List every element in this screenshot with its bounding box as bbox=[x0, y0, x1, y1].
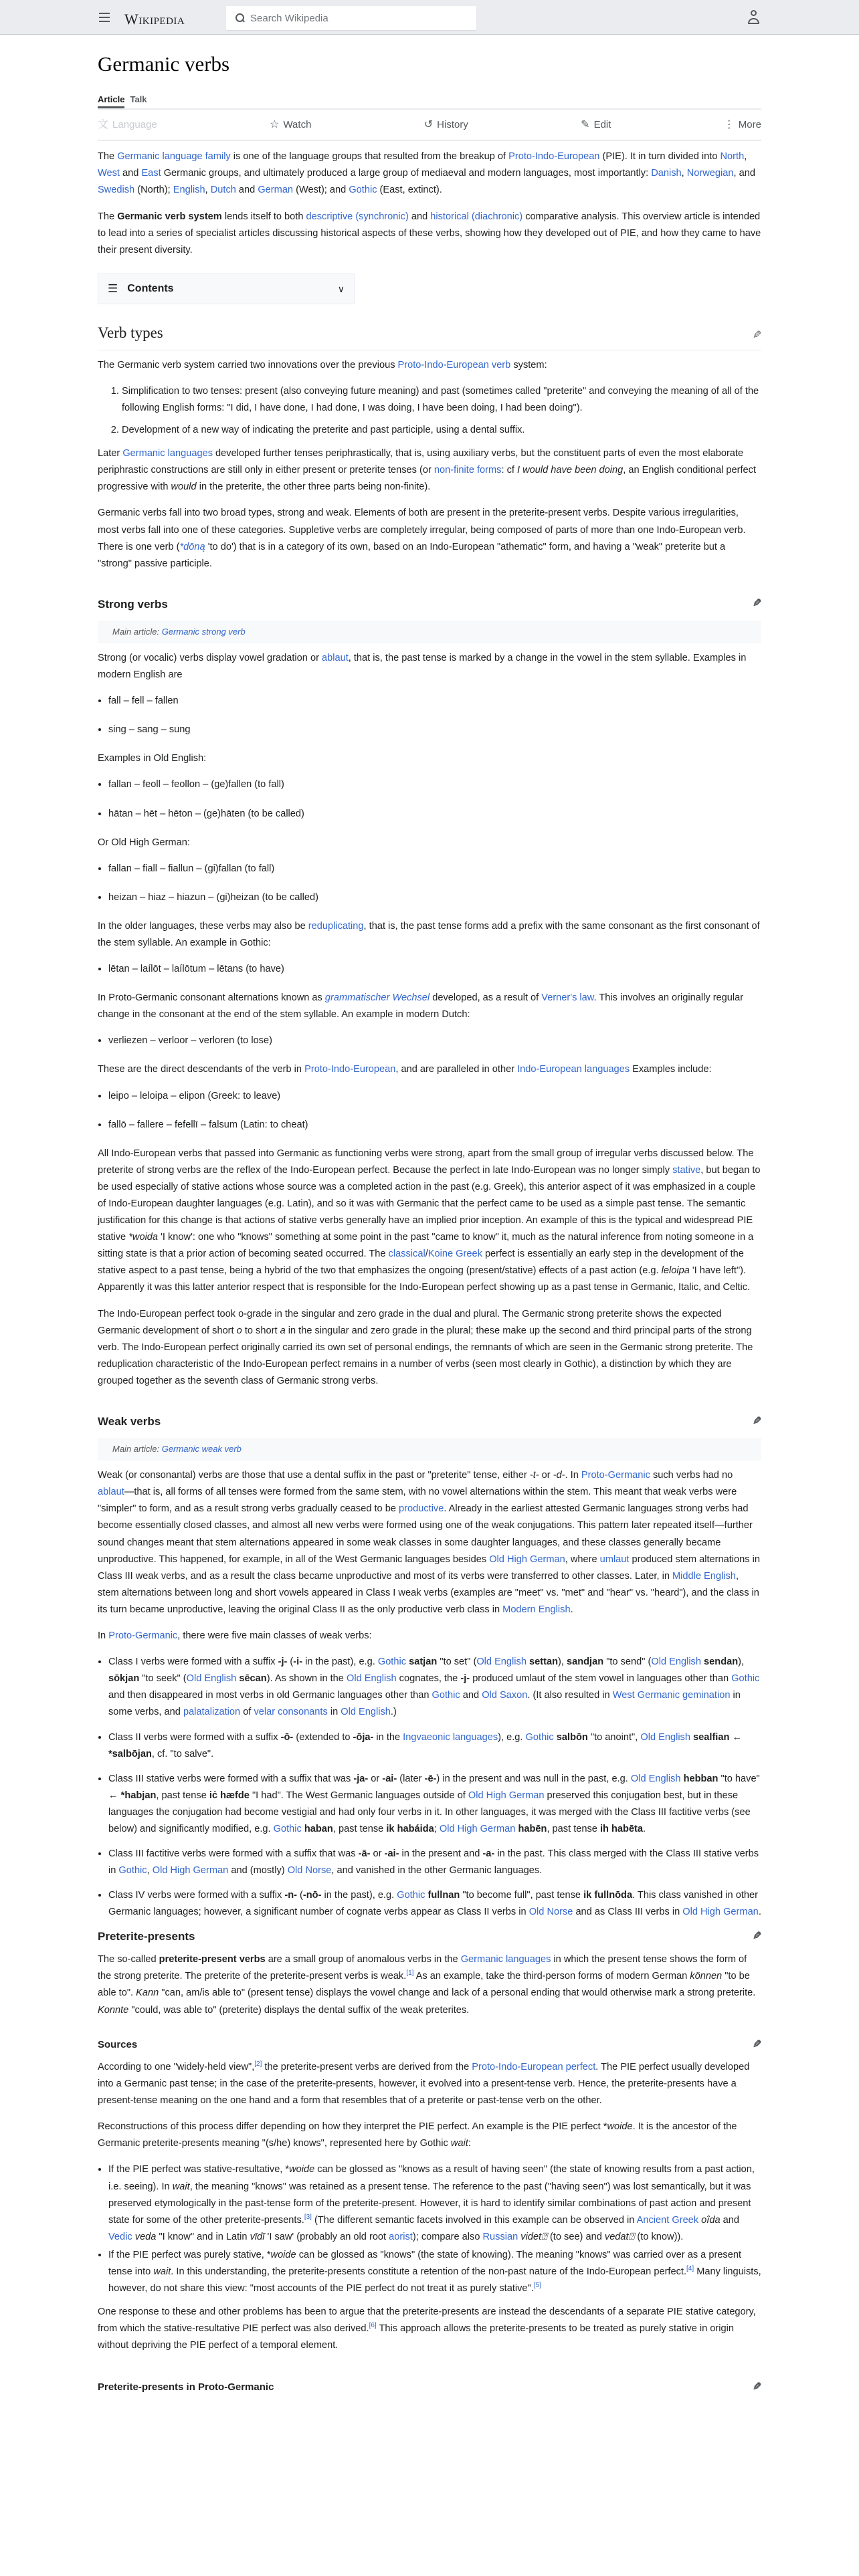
italic-term: woide bbox=[270, 2249, 296, 2260]
citation-link[interactable]: [6] bbox=[369, 2322, 377, 2330]
language-label: Language bbox=[112, 118, 157, 130]
section-heading-verb-types bbox=[98, 323, 761, 350]
italic-term: Kann bbox=[136, 1988, 159, 1999]
edit-section-icon[interactable]: ✎ bbox=[752, 2381, 761, 2393]
paragraph: The Germanic verb system carried two innovations over the previous Proto-Indo-European verb system: bbox=[98, 359, 547, 370]
bold-term: -n- bbox=[284, 1890, 297, 1901]
bold-term: settan bbox=[529, 1656, 558, 1668]
italic-term: videt⍰ bbox=[520, 2231, 547, 2242]
bold-term: fullnan bbox=[427, 1890, 460, 1901]
heading-text: Verb types bbox=[98, 324, 163, 341]
italic-term: oîda bbox=[701, 2214, 721, 2226]
list-item: • Class IV verbs were formed with a suffix -n- (-nō- in the past), e.g. Gothic fullnan "to become full", past tense ik fullnōda. This class vanished in other Germanic languages; however, a significant number of cognate verbs appear as Class II verbs in Old Norse and as Class III verbs in Old High German. bbox=[108, 1887, 761, 1921]
heading-text: Preterite-presents in Proto-Germanic bbox=[98, 2381, 274, 2393]
wiki-link[interactable]: Old High German bbox=[468, 1790, 545, 1801]
wiki-link[interactable]: Vedic bbox=[108, 2231, 132, 2242]
paragraph: According to one "widely-held view",[2] the preterite-present verbs are derived from the Proto-Indo-European perfect. The PIE perfect usually developed into a Germanic past tense; in the case of the preterite-presents, however, it evolved into a present-tense verb. Hence, the preterite-presents have a present-tense meaning on the one hand and a form that resembles that of a preterite or past-tense verb on the other. bbox=[98, 2060, 750, 2107]
bold-term: hebban bbox=[683, 1773, 719, 1784]
italic-term: -t- bbox=[529, 1470, 539, 1481]
wiki-link[interactable]: North bbox=[720, 151, 745, 163]
bold-term: -nō- bbox=[302, 1890, 322, 1901]
wiki-link[interactable]: Germanic languages bbox=[460, 1954, 551, 1965]
edit-section-icon[interactable]: ✎ bbox=[752, 1415, 761, 1427]
wiki-link[interactable]: *dōną bbox=[179, 541, 205, 552]
search-input[interactable] bbox=[250, 13, 464, 24]
wiki-link[interactable]: Russian bbox=[482, 2231, 518, 2242]
italic-term: woide bbox=[289, 2164, 315, 2175]
list-item: • heizan – hiaz – hiazun – (gi)heizan (to be called) bbox=[108, 889, 761, 906]
wiki-link[interactable]: stative bbox=[672, 1164, 701, 1176]
wiki-link[interactable]: Proto-Indo-European perfect bbox=[472, 2062, 596, 2072]
wiki-link[interactable]: non-finite forms bbox=[434, 465, 502, 476]
namespace-tabs bbox=[98, 87, 761, 110]
wiki-link[interactable]: Gothic bbox=[432, 1690, 460, 1701]
bold-term: habēn bbox=[518, 1823, 547, 1834]
wiki-link[interactable]: Norwegian bbox=[686, 168, 734, 179]
bold-term: -ai- bbox=[382, 1773, 397, 1784]
paragraph: Examples in Old English: bbox=[98, 753, 207, 764]
wiki-link[interactable]: Indo-European languages bbox=[517, 1064, 630, 1075]
heading-text: Weak verbs bbox=[98, 1415, 161, 1428]
history-button[interactable] bbox=[424, 116, 468, 134]
interpretation-list bbox=[108, 2161, 761, 2297]
hatnote-prefix: Main article: bbox=[112, 626, 162, 637]
list-item: • fallō – fallere – fefellī – falsum (Latin: to cheat) bbox=[108, 1117, 761, 1134]
wiki-link[interactable]: Old Norse bbox=[287, 1865, 332, 1876]
paragraph: Germanic verbs fall into two broad types, strong and weak. Elements of both are present in the preterite-present verbs. Despite various irregularities, most verbs fall into one of these categories. Suppletive verbs are completely irregular, being composed of parts of more than one Indo-European verb. There is one verb (*dōną 'to do') that is in a category of its own, based on an Indo-European "athematic" form, and having a "weak" preterite but a "strong" passive participle. bbox=[98, 508, 746, 569]
bold-term: sōkjan bbox=[108, 1673, 140, 1685]
main-article-hatnote bbox=[98, 1438, 761, 1461]
language-button[interactable] bbox=[98, 116, 157, 134]
paragraph: The Indo-European perfect took o-grade in the singular and zero grade in the dual and plural. The Germanic strong preterite shows the expected Germanic development of short o to short a in the singular and zero grade in the plural; these make up the second and third principal parts of the strong verb. The Indo-European perfect originally carried its own set of personal endings, the remnants of which are seen in the Germanic strong preterite. The reduplication characteristic of the Indo-European perfect remains in a number of verbs (seen most clearly in Gothic), a distinction by which they are grouped together as the seventh class of Germanic strong verbs. bbox=[98, 1308, 753, 1386]
wiki-link[interactable]: Old English bbox=[476, 1656, 527, 1668]
wiki-link[interactable]: palatalization bbox=[183, 1707, 241, 1718]
main-article-hatnote bbox=[98, 621, 761, 643]
bold-term: -a- bbox=[482, 1848, 495, 1860]
search-box[interactable] bbox=[226, 6, 476, 30]
list-item: • hātan – hēt – hēton – (ge)hāten (to be called) bbox=[108, 806, 761, 823]
bold-term: -ē- bbox=[424, 1773, 437, 1784]
wiki-link[interactable]: Gothic bbox=[377, 1656, 407, 1668]
list-item: • fallan – fiall – fiallun – (gi)fallan (to fall) bbox=[108, 861, 761, 877]
bold-term: *habjan bbox=[120, 1790, 157, 1801]
wiki-link[interactable]: Old English bbox=[651, 1656, 701, 1668]
paragraph: The so-called preterite-present verbs are a small group of anomalous verbs in the Germanic languages in which the present tense shows the form of the strong preterite. The preterite of the preterite-present verbs is weak.[1] As an example, take the third-person forms of modern German können "to be able to". Kann "can, am/is able to" (present tense) displays the vowel change and lack of a personal ending that would otherwise mark a strong preterite. Konnte "could, was able to" (preterite) displays the dental suffix of the weak preterites. bbox=[98, 1954, 756, 2016]
wiki-link[interactable]: historical (diachronic) bbox=[430, 211, 523, 222]
list-item: • sing – sang – sung bbox=[108, 722, 761, 738]
italic-term: wait bbox=[172, 2181, 190, 2192]
wiki-link[interactable]: Gothic bbox=[273, 1823, 302, 1834]
italic-term: wait bbox=[153, 2266, 171, 2278]
wiki-link[interactable]: Verner's law bbox=[541, 992, 594, 1004]
wiki-link[interactable]: Old Saxon bbox=[482, 1690, 528, 1701]
list-item: • Class III factitive verbs were formed with a suffix that was -ā- or -ai- in the present and -a- in the past. This class merged with the Class III stative verbs in Gothic, Old High German and (mostly) Old Norse, and vanished in the other Germanic languages. bbox=[108, 1846, 761, 1879]
wiki-link[interactable]: Proto-Indo-European verb bbox=[397, 359, 511, 370]
section-heading-strong-verbs bbox=[98, 597, 761, 613]
section-heading-sources bbox=[98, 2038, 761, 2052]
page-title: Germanic verbs bbox=[98, 52, 230, 76]
list-item: • verliezen – verloor – verloren (to lose) bbox=[108, 1033, 761, 1049]
italic-term: I would have been doing bbox=[517, 465, 624, 476]
wiki-link[interactable]: Germanic languages bbox=[122, 448, 213, 459]
list-item: 1. Simplification to two tenses: present (also conveying future meaning) and past (sometimes called "preterite" and conveying the meaning of all of the following English forms: "I did, I have done, I had done, I was doing, I have been doing, I had been doing"). bbox=[122, 383, 761, 417]
section-heading-preterite-presents-proto-germanic bbox=[98, 2380, 761, 2395]
wiki-link[interactable]: productive bbox=[399, 1503, 444, 1515]
wikipedia-wordmark[interactable]: Wikipedia bbox=[124, 11, 185, 27]
bold-term: -ai- bbox=[384, 1848, 399, 1860]
hatnote-link[interactable]: Germanic strong verb bbox=[161, 626, 246, 637]
citation-link[interactable]: [3] bbox=[304, 2213, 312, 2221]
wiki-link[interactable]: Gothic bbox=[397, 1890, 425, 1901]
wiki-link[interactable]: Old English bbox=[186, 1673, 237, 1685]
watch-label: Watch bbox=[283, 118, 312, 130]
wiki-link[interactable]: English bbox=[173, 185, 205, 196]
wiki-link[interactable]: Old English bbox=[341, 1707, 391, 1718]
bold-term: sēcan bbox=[239, 1673, 267, 1685]
chevron-down-icon: ∨ bbox=[337, 283, 345, 294]
tab-article[interactable]: Article bbox=[98, 87, 124, 108]
bold-term: -j- bbox=[460, 1673, 470, 1685]
list-item: • If the PIE perfect was purely stative, *woide can be glossed as "knows" (the state of knowing). The meaning "knows" was carried over as a present tense into wait. In this understanding, the preterite-presents constitute a retention of the non-past nature of the Indo-European perfect.[4] Many linguists, however, do not share this view: "most accounts of the PIE perfect do not treat it as purely stative".[5] bbox=[108, 2247, 761, 2297]
heading-text: Strong verbs bbox=[98, 597, 168, 611]
italic-term: veda bbox=[134, 2231, 157, 2242]
weak-classes-list bbox=[108, 1654, 761, 1921]
wiki-link[interactable]: Gothic bbox=[118, 1865, 147, 1876]
search-icon bbox=[235, 13, 245, 23]
paragraph: Weak (or consonantal) verbs are those that use a dental suffix in the past or "preterite" tense, either -t- or -d-. In Proto-Germanic such verbs had no ablaut—that is, all forms of all tenses were formed from the same stem, with no vowel alternations within the stem. This meant that weak verbs were "simpler" to form, and as a result strong verbs gradually ceased to be productive. Already in the earliest attested Germanic languages strong verbs had become essentially closed classes, and almost all new verbs were formed using one of the weak conjugations. This pattern later repeated itself—further sound changes meant that stem alternations appeared in some weak classes in some daughter languages, and these classes generally became unproductive. This happened, for example, in all of the West Germanic languages besides Old High German, where umlaut produced stem alternations in Class III weak verbs, and as a result the class became unproductive and most of its verbs were transferred to other classes. Later, in Middle English, stem alternations between long and short vowels appeared in Class I weak verbs (examples are "meet" vs. "met" and "hear" vs. "heard"), and the class in its turn became unproductive, leaving the original Class II as the only productive verb class in Modern English. bbox=[98, 1470, 760, 1615]
edit-section-icon[interactable]: ✎ bbox=[752, 329, 761, 341]
bold-term: *salbōjan bbox=[108, 1748, 152, 1759]
citation-link[interactable]: [1] bbox=[406, 1969, 414, 1977]
innovations-list bbox=[122, 383, 761, 439]
wiki-link[interactable]: Dutch bbox=[210, 185, 236, 196]
paragraph: Later Germanic languages developed further tenses periphrastically, that is, using auxiliary verbs, but the constituent parts of even the most elaborate periphrastic constructions are still only in either present or preterite tenses (or non-finite forms: cf I would have been doing, an English conditional perfect progressive with would in the preterite, the other three parts being non-finite). bbox=[98, 448, 756, 493]
bold-term: -ō- bbox=[280, 1731, 294, 1743]
section-heading-preterite-presents bbox=[98, 1929, 761, 1945]
citation-link[interactable]: [2] bbox=[254, 2060, 262, 2068]
edit-section-icon[interactable]: ✎ bbox=[752, 1931, 761, 1943]
contents-toggle[interactable] bbox=[98, 274, 355, 304]
italic-term: would bbox=[171, 481, 197, 493]
bold-term: sendan bbox=[704, 1656, 739, 1668]
wiki-link[interactable]: Old High German bbox=[489, 1553, 565, 1565]
wiki-link[interactable]: Danish bbox=[651, 168, 682, 179]
history-label: History bbox=[437, 118, 468, 130]
example-list bbox=[108, 861, 761, 906]
list-item: • If the PIE perfect was stative-resultative, *woide can be glossed as "knows as a result of having seen" (the state of knowing results from a past action, i.e. seeing). In wait, the meaning "knows" was retained as a present tense. The reference to the past ("having seen") was lost semantically, but it was preserved etymologically in the past-tense form of the preterite-present. However, it is hard to identify similar combinations of past action and present state for some of the other preterite-presents.[3] (The different semantic facets involved in this example can be observed in Ancient Greek oîda and Vedic veda "I know" and in Latin vīdī 'I saw' (probably an old root aorist); compare also Russian videt⍰ (to see) and vedat⍰ (to know)). bbox=[108, 2161, 761, 2245]
wiki-link[interactable]: Proto-Indo-European bbox=[304, 1064, 396, 1075]
bold-term: ik fullnōda bbox=[583, 1890, 633, 1901]
italic-term: o bbox=[236, 1325, 242, 1336]
italic-term: vedat⍰ bbox=[604, 2231, 635, 2242]
heading-text: Preterite-presents bbox=[98, 1930, 195, 1943]
article bbox=[98, 51, 761, 2395]
wiki-link[interactable]: Germanic language family bbox=[117, 151, 231, 163]
example-list bbox=[108, 1088, 761, 1134]
bold-term: -j- bbox=[278, 1656, 288, 1668]
list-item: • leipo – leloipa – elipon (Greek: to leave) bbox=[108, 1088, 761, 1105]
bold-term: preterite-present verbs bbox=[159, 1954, 266, 1965]
wiki-link[interactable]: Swedish bbox=[98, 185, 135, 196]
wiki-link[interactable]: Old Norse bbox=[529, 1907, 573, 1918]
paragraph: One response to these and other problems has been to argue that the preterite-presents are instead the descendants of a separate PIE stative category, from which the stative-resultative PIE perfect was also derived.[6] This approach allows the preterite-presents to be treated as purely stative in origin without depriving the PIE perfect of a temporal element. bbox=[98, 2306, 756, 2351]
wiki-link[interactable]: Ancient Greek bbox=[636, 2214, 699, 2226]
paragraph: In the older languages, these verbs may also be reduplicating, that is, the past tense forms add a prefix with the same consonant as the first consonant of the stem syllable. An example in Gothic: bbox=[98, 920, 760, 948]
edit-section-icon[interactable]: ✎ bbox=[752, 598, 761, 610]
wiki-link[interactable]: Old High German bbox=[152, 1865, 229, 1876]
bold-term: salbōn bbox=[556, 1731, 588, 1743]
contents-label: Contents bbox=[127, 283, 174, 295]
paragraph: All Indo-European verbs that passed into Germanic as functioning verbs were strong, apart from the small group of irregular verbs discussed below. The preterite of strong verbs are the reflex of the Indo-European perfect. Because the perfect in late Indo-European was no longer simply stative, but began to be used especially of stative actions whose source was a completed action in the past (e.g. Greek), this anterior aspect of it was emphasized in a couple of Indo-European daughter languages (e.g. Latin), and so it was with Germanic that the perfect came to be used as a simple past tense. The semantic justification for this change is that actions of stative verbs generally have an implied prior inception. An example of this is the typical and widespread PIE stative *woida 'I know': one who "knows" something at some point in the past "came to know" it, much as the natural inference from noting someone in a sitting state is that a prior action of becoming seated occurred. The classical/Koine Greek perfect is essentially an early step in the development of the stative aspect to a past tense, being a hybrid of the two that emphasizes the ongoing (present/stative) effects of a past action (e.g. leloipa 'I have left"). Apparently it was this latter anterior respect that is responsible for the Indo-European perfect showing up as a past tense in Germanic, Italic, and Celtic. bbox=[98, 1148, 761, 1293]
list-item: • lētan – laílōt – laílōtum – lētans (to have) bbox=[108, 961, 761, 978]
star-icon: ☆ bbox=[270, 119, 280, 131]
edit-section-icon[interactable]: ✎ bbox=[752, 2038, 761, 2050]
wiki-link[interactable]: Old High German bbox=[439, 1823, 516, 1834]
wiki-link[interactable]: umlaut bbox=[599, 1553, 630, 1565]
wiki-link[interactable]: classical bbox=[388, 1249, 425, 1260]
bold-term: -i- bbox=[293, 1656, 303, 1668]
wiki-link[interactable]: Old English bbox=[630, 1773, 681, 1784]
paragraph: Reconstructions of this process differ depending on how they interpret the PIE perfect. An example is the PIE perfect *woide. It is the ancestor of the Germanic preterite-presents meaning "(s/he) knows", represented here by Gothic wait: bbox=[98, 2121, 737, 2149]
italic-term: *woida bbox=[128, 1232, 159, 1243]
more-button[interactable] bbox=[724, 116, 761, 134]
citation-link[interactable]: [5] bbox=[533, 2282, 541, 2290]
wiki-link[interactable]: Gothic bbox=[731, 1673, 760, 1685]
list-item: 2. Development of a new way of indicating the preterite and past participle, using a dental suffix. bbox=[122, 422, 761, 439]
lead-paragraph: The Germanic verb system lends itself to both descriptive (synchronic) and historical (diachronic) comparative analysis. This overview article is intended to lead into a series of specialist articles discussing historical aspects of these verbs, showing how they developed out of PIE, and how they came to have their present diversity. bbox=[98, 211, 761, 255]
paragraph: In Proto-Germanic, there were five main classes of weak verbs: bbox=[98, 1630, 372, 1642]
bold-term: sealfian bbox=[693, 1731, 730, 1743]
bold-term: sandjan bbox=[566, 1656, 604, 1668]
wiki-link[interactable]: West Germanic gemination bbox=[612, 1690, 731, 1701]
wiki-link[interactable]: descriptive (synchronic) bbox=[306, 211, 409, 222]
wiki-link[interactable]: Old English bbox=[346, 1673, 397, 1685]
bold-term: Germanic verb system bbox=[117, 211, 222, 222]
list-item: • Class II verbs were formed with a suffix -ō- (extended to -ōja- in the Ingvaeonic languages), e.g. Gothic salbōn "to anoint", Old English sealfian ← *salbōjan, cf. "to salve". bbox=[108, 1729, 761, 1763]
user-icon[interactable] bbox=[747, 9, 761, 25]
edit-button[interactable] bbox=[581, 116, 611, 134]
bold-term: ih habēta bbox=[599, 1823, 644, 1834]
citation-link[interactable]: [4] bbox=[686, 2265, 694, 2273]
tab-talk[interactable]: Talk bbox=[130, 94, 147, 105]
bold-term: iċ hæfde bbox=[209, 1790, 250, 1801]
bold-term: -ā- bbox=[358, 1848, 371, 1860]
italic-term: -d- bbox=[553, 1470, 565, 1481]
wiki-link[interactable]: Gothic bbox=[349, 185, 377, 196]
bold-term: haban bbox=[304, 1823, 333, 1834]
section-heading-weak-verbs bbox=[98, 1414, 761, 1430]
bold-term: -ōja- bbox=[353, 1731, 374, 1743]
italic-term: woide bbox=[607, 2121, 633, 2133]
watch-button[interactable] bbox=[270, 116, 311, 134]
hatnote-prefix: Main article: bbox=[112, 1443, 162, 1454]
wiki-link[interactable]: Proto-Indo-European bbox=[508, 151, 600, 163]
list-item: • Class III stative verbs were formed with a suffix that was -ja- or -ai- (later -ē-) in the present and was null in the past, e.g. Old English hebban "to have" ← *habjan, past tense iċ hæfde "I had". The West Germanic languages outside of Old High German preserved this conjugation best, but in these languages the conjugation had become vestigial and had only four verbs in it. In other languages, it was merged with the Class III factitive verbs (see below) and significantly modified, e.g. Gothic haban, past tense ik habáida; Old High German habēn, past tense ih habēta. bbox=[108, 1771, 761, 1838]
italic-term: leloipa bbox=[661, 1265, 690, 1277]
bold-term: ik habáida bbox=[386, 1823, 434, 1834]
page-actions bbox=[98, 110, 761, 140]
bold-term: -ja- bbox=[353, 1773, 369, 1784]
italic-term: wait bbox=[450, 2138, 468, 2149]
wiki-link[interactable]: reduplicating bbox=[308, 920, 364, 932]
wiki-link[interactable]: Old English bbox=[640, 1731, 690, 1743]
wiki-link[interactable]: aorist bbox=[389, 2231, 413, 2242]
more-label: More bbox=[738, 118, 761, 130]
pencil-icon: ✎ bbox=[581, 119, 590, 131]
wiki-link[interactable]: Modern English bbox=[502, 1604, 571, 1615]
wiki-link[interactable]: Gothic bbox=[525, 1731, 554, 1743]
example-list bbox=[108, 693, 761, 738]
example-list bbox=[108, 776, 761, 822]
wiki-link[interactable]: German bbox=[258, 185, 294, 196]
italic-term: können bbox=[690, 1971, 723, 1982]
list-item: • fallan – feoll – feollon – (ge)fallen (to fall) bbox=[108, 776, 761, 793]
list-item: • fall – fell – fallen bbox=[108, 693, 761, 710]
bold-term: satjan bbox=[409, 1656, 438, 1668]
lead-section bbox=[98, 148, 761, 259]
wiki-link[interactable]: ablaut bbox=[98, 1487, 124, 1498]
lead-paragraph: The Germanic language family is one of the language groups that resulted from the breakup of Proto-Indo-European (PIE). It in turn divided into North, West and East Germanic groups, and ultimately produced a large group of mediaeval and modern languages, most importantly: Danish, Norwegian, and Swedish (North); English, Dutch and German (West); and Gothic (East, extinct). bbox=[98, 151, 755, 196]
wiki-link[interactable]: Ingvaeonic languages bbox=[403, 1731, 498, 1743]
wiki-link[interactable]: Koine Greek bbox=[427, 1249, 482, 1260]
wiki-link[interactable]: Old High German bbox=[682, 1907, 759, 1918]
wiki-link[interactable]: Proto-Germanic bbox=[108, 1630, 178, 1642]
example-list bbox=[108, 1033, 761, 1049]
wiki-link[interactable]: grammatischer Wechsel bbox=[324, 992, 430, 1004]
italic-term: a bbox=[280, 1325, 286, 1336]
wiki-link[interactable]: East bbox=[141, 168, 161, 179]
heading-text: Sources bbox=[98, 2039, 138, 2051]
list-icon: ☰ bbox=[108, 282, 118, 296]
language-icon: 文 bbox=[98, 119, 109, 131]
list-item: • Class I verbs were formed with a suffix -j- (-i- in the past), e.g. Gothic satjan "to set" (Old English settan), sandjan "to send" (Old English sendan), sōkjan "to seek" (Old English sēcan). As shown in the Old English cognates, the -j- produced umlaut of the stem vowel in languages other than Gothic and then disappeared in most verbs in old Germanic languages other than Gothic and Old Saxon. (It also resulted in West Germanic gemination in some verbs, and palatalization of velar consonants in Old English.) bbox=[108, 1654, 761, 1721]
history-icon: ↺ bbox=[423, 119, 434, 131]
wiki-link[interactable]: Proto-Germanic bbox=[581, 1470, 650, 1481]
hatnote-link[interactable]: Germanic weak verb bbox=[161, 1443, 242, 1454]
wiki-link[interactable]: Middle English bbox=[672, 1570, 736, 1582]
wiki-link[interactable]: velar consonants bbox=[254, 1707, 328, 1718]
paragraph: Strong (or vocalic) verbs display vowel gradation or ablaut, that is, the past tense is marked by a change in the vowel in the stem syllable. Examples in modern English are bbox=[98, 652, 747, 681]
hamburger-icon[interactable] bbox=[98, 11, 111, 24]
top-bar bbox=[0, 0, 859, 35]
wiki-link[interactable]: West bbox=[98, 168, 120, 179]
paragraph: In Proto-Germanic consonant alternations known as grammatischer Wechsel developed, as a result of Verner's law. This involves an originally regular change in the consonant at the end of the stem syllable. An example in modern Dutch: bbox=[98, 992, 744, 1021]
wiki-link[interactable]: ablaut bbox=[322, 652, 349, 663]
example-list bbox=[108, 961, 761, 978]
edit-label: Edit bbox=[593, 118, 611, 130]
italic-term: Konnte bbox=[98, 2004, 129, 2016]
paragraph: Or Old High German: bbox=[98, 837, 190, 848]
italic-term: vīdī bbox=[250, 2231, 265, 2242]
paragraph: These are the direct descendants of the verb in Proto-Indo-European, and are paralleled in other Indo-European languages Examples include: bbox=[98, 1064, 712, 1075]
kebab-icon: ⋮ bbox=[723, 119, 735, 131]
